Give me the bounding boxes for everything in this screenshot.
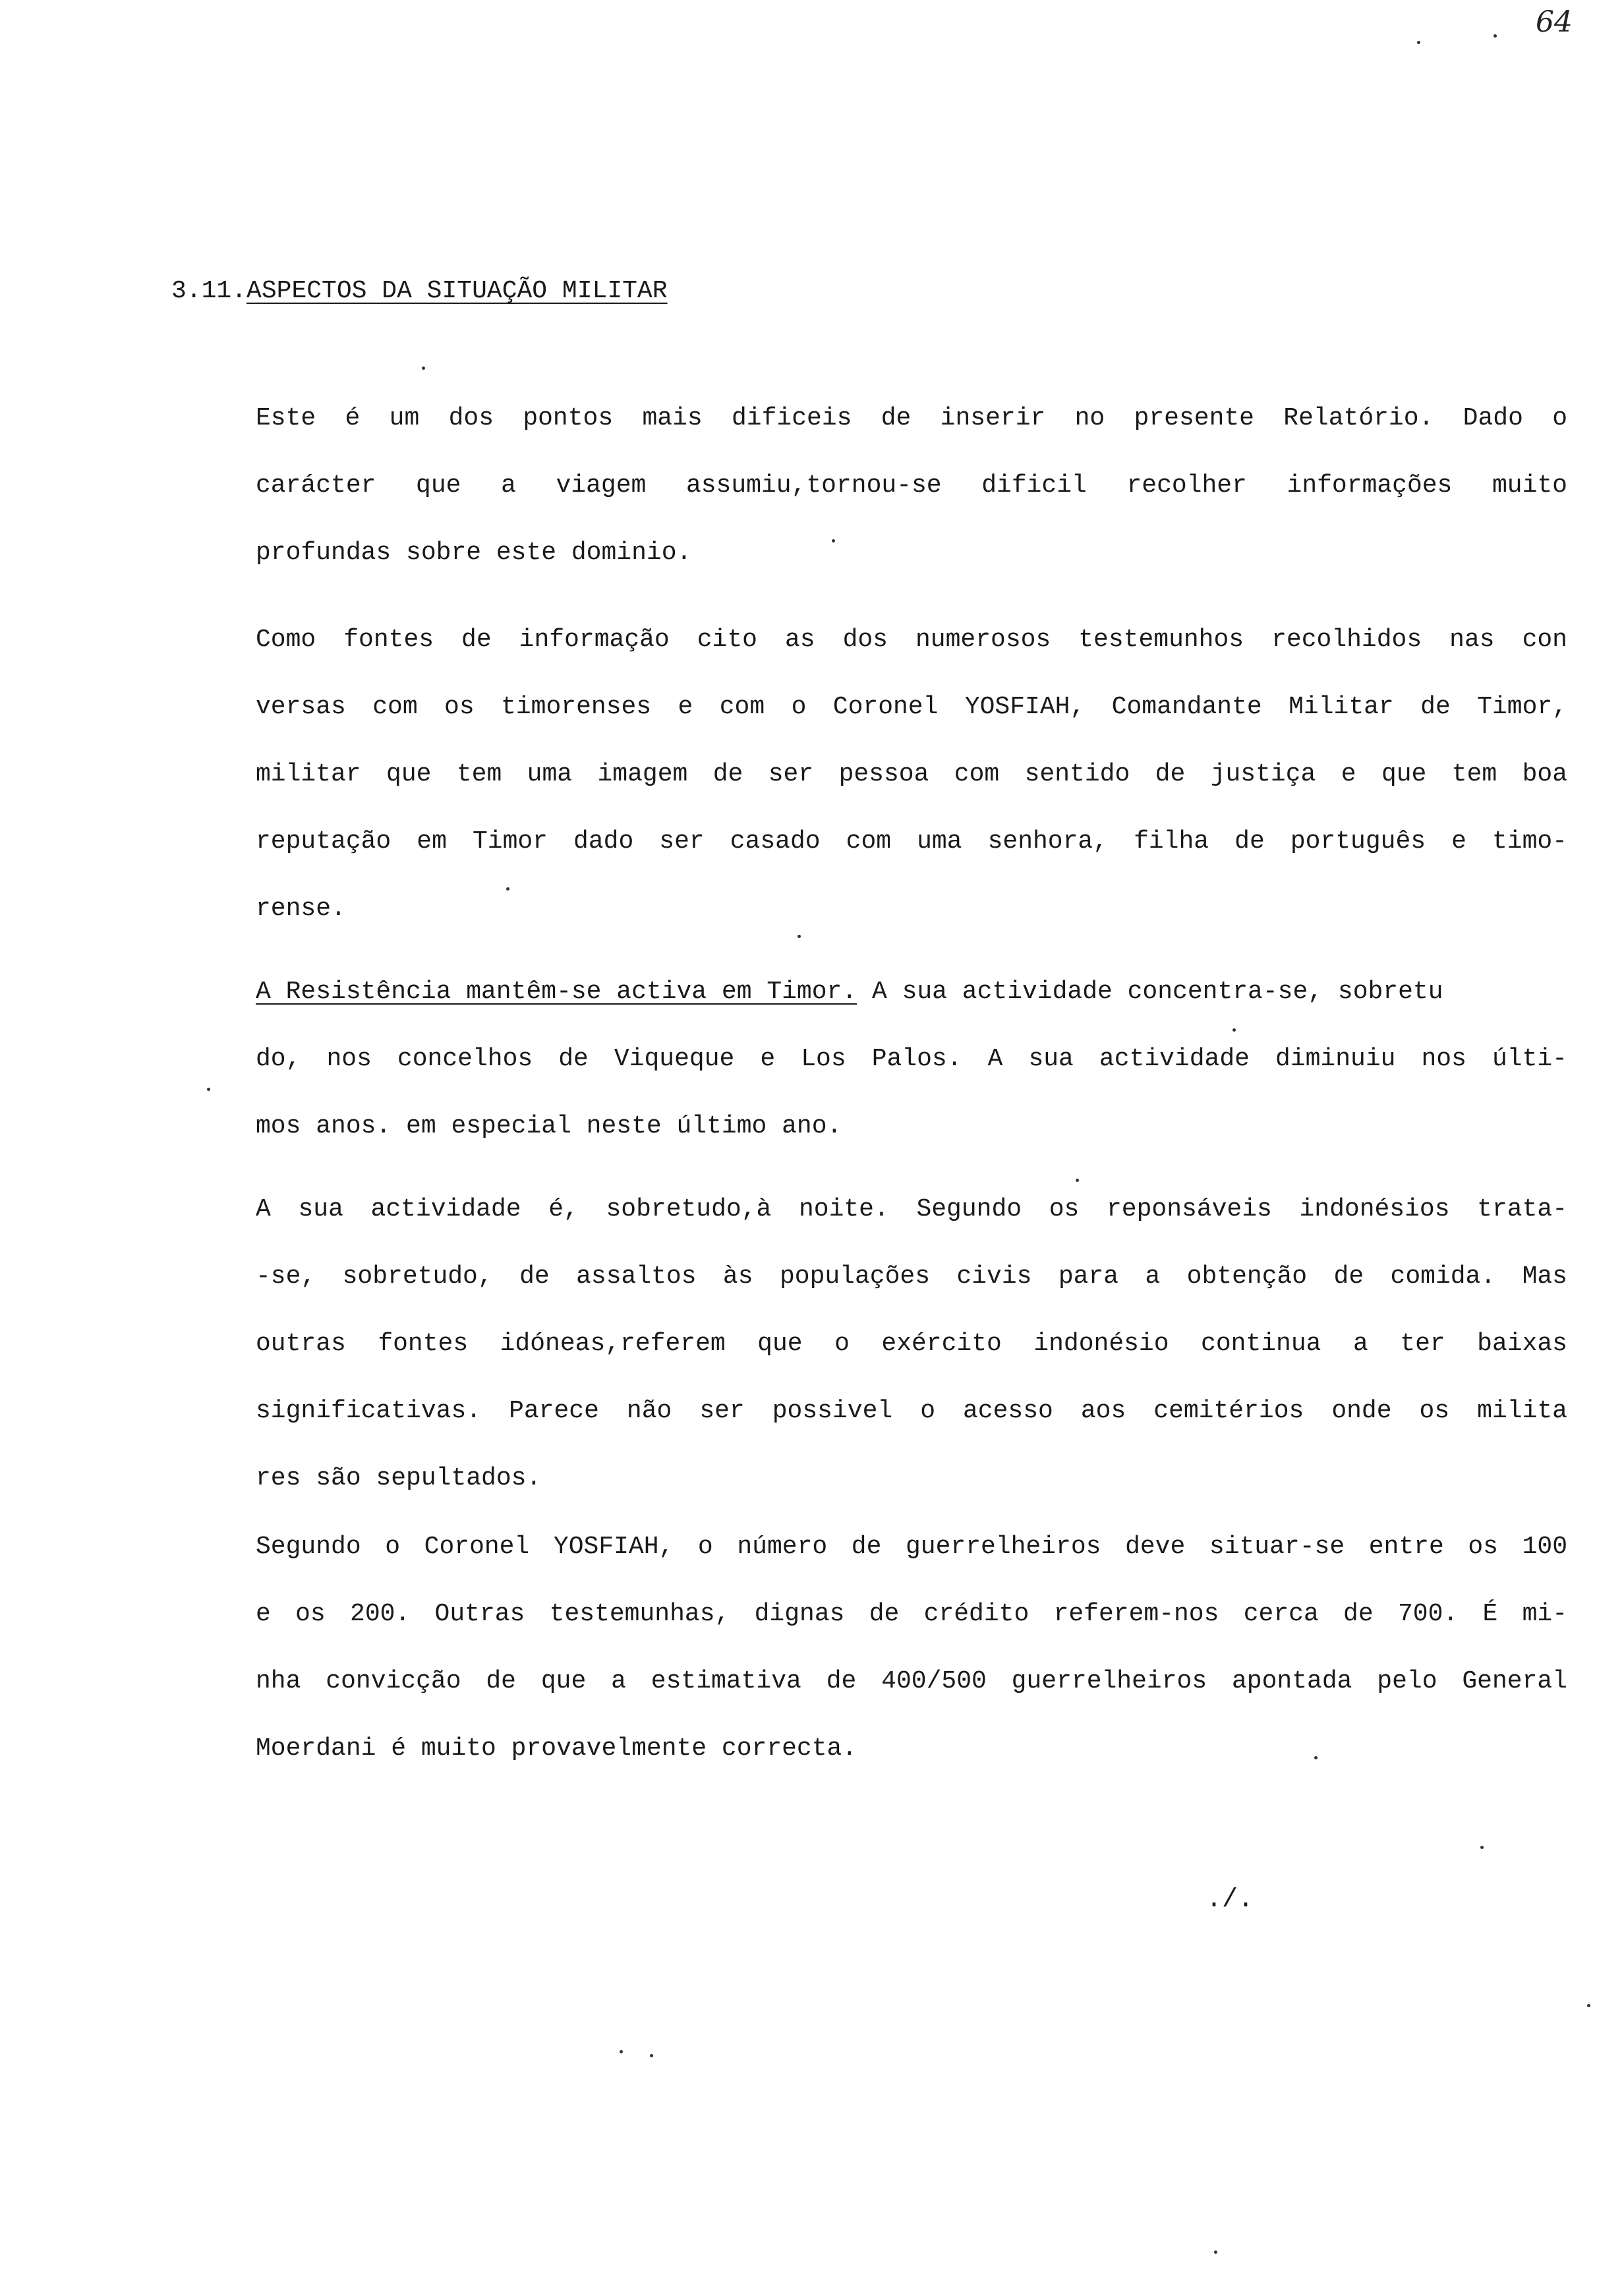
text-line: -se, sobretudo, de assaltos às populações civis para a obtenção de comida. Mas <box>256 1262 1567 1291</box>
text-line: Moerdani é muito provavelmente correcta. <box>256 1734 857 1763</box>
text-line: Como fontes de informação cito as dos numerosos testemunhos recolhidos nas con <box>256 626 1567 654</box>
text-line: significativas. Parece não ser possivel o acesso aos cemitérios onde os milita <box>256 1397 1567 1425</box>
text-line: A sua actividade é, sobretudo,à noite. Segundo os reponsáveis indonésios trata- <box>256 1195 1567 1223</box>
text-line: militar que tem uma imagem de ser pessoa com sentido de justiça e que tem boa <box>256 760 1567 788</box>
scan-speck <box>1587 2004 1590 2007</box>
text-line: Este é um dos pontos mais dificeis de inserir no presente Relatório. Dado o <box>256 404 1567 432</box>
paragraph-3 <box>256 958 1567 1160</box>
text-line: mos anos. em especial neste último ano. <box>256 1112 842 1140</box>
scan-speck <box>650 2054 653 2057</box>
section-heading <box>171 277 668 305</box>
section-title: ASPECTOS DA SITUAÇÃO MILITAR <box>246 277 668 305</box>
text-line: profundas sobre este dominio. <box>256 539 692 567</box>
underlined-sentence: A Resistência mantêm-se activa em Timor. <box>256 978 857 1006</box>
section-number: 3.11. <box>171 277 247 305</box>
text-line: nha convicção de que a estimativa de 400/500 guerrelheiros apontada pelo General <box>256 1667 1567 1695</box>
page-number: 64 <box>1536 5 1573 39</box>
text-line: rense. <box>256 895 346 923</box>
scan-speck <box>207 1088 210 1091</box>
scan-speck <box>1417 41 1420 44</box>
scan-speck <box>1494 34 1497 38</box>
scan-speck <box>1076 1179 1079 1182</box>
scan-speck <box>1232 1028 1236 1032</box>
scan-speck <box>620 2050 623 2053</box>
text-fragment: A sua actividade concentra-se, sobretu <box>871 978 1443 1006</box>
continuation-mark: ./. <box>1206 1885 1254 1915</box>
paragraph-5 <box>256 1514 1567 1782</box>
text-line: e os 200. Outras testemunhas, dignas de crédito referem-nos cerca de 700. É mi- <box>256 1600 1567 1628</box>
text-line: outras fontes idóneas,referem que o exército indonésio continua a ter baixas <box>256 1330 1567 1358</box>
scan-speck <box>832 539 835 543</box>
text-line: carácter que a viagem assumiu,tornou-se dificil recolher informações muito <box>256 471 1567 500</box>
text-line: do, nos concelhos de Viqueque e Los Palos. A sua actividade diminuiu nos últi- <box>256 1045 1567 1073</box>
scan-speck <box>798 935 801 938</box>
text-line: res são sepultados. <box>256 1464 542 1492</box>
paragraph-4 <box>256 1176 1567 1512</box>
text-line: versas com os timorenses e com o Coronel YOSFIAH, Comandante Militar de Timor, <box>256 693 1567 721</box>
scan-speck <box>1314 1756 1318 1759</box>
scan-speck <box>422 367 425 370</box>
paragraph-1 <box>256 385 1567 587</box>
scan-speck <box>506 887 509 891</box>
text-line <box>256 958 1567 1026</box>
text-line: reputação em Timor dado ser casado com uma senhora, filha de português e timo- <box>256 827 1567 856</box>
paragraph-2 <box>256 606 1567 943</box>
scan-speck <box>1480 1846 1484 1849</box>
scan-speck <box>1214 2250 1217 2254</box>
text-line: Segundo o Coronel YOSFIAH, o número de guerrelheiros deve situar-se entre os 100 <box>256 1533 1567 1561</box>
